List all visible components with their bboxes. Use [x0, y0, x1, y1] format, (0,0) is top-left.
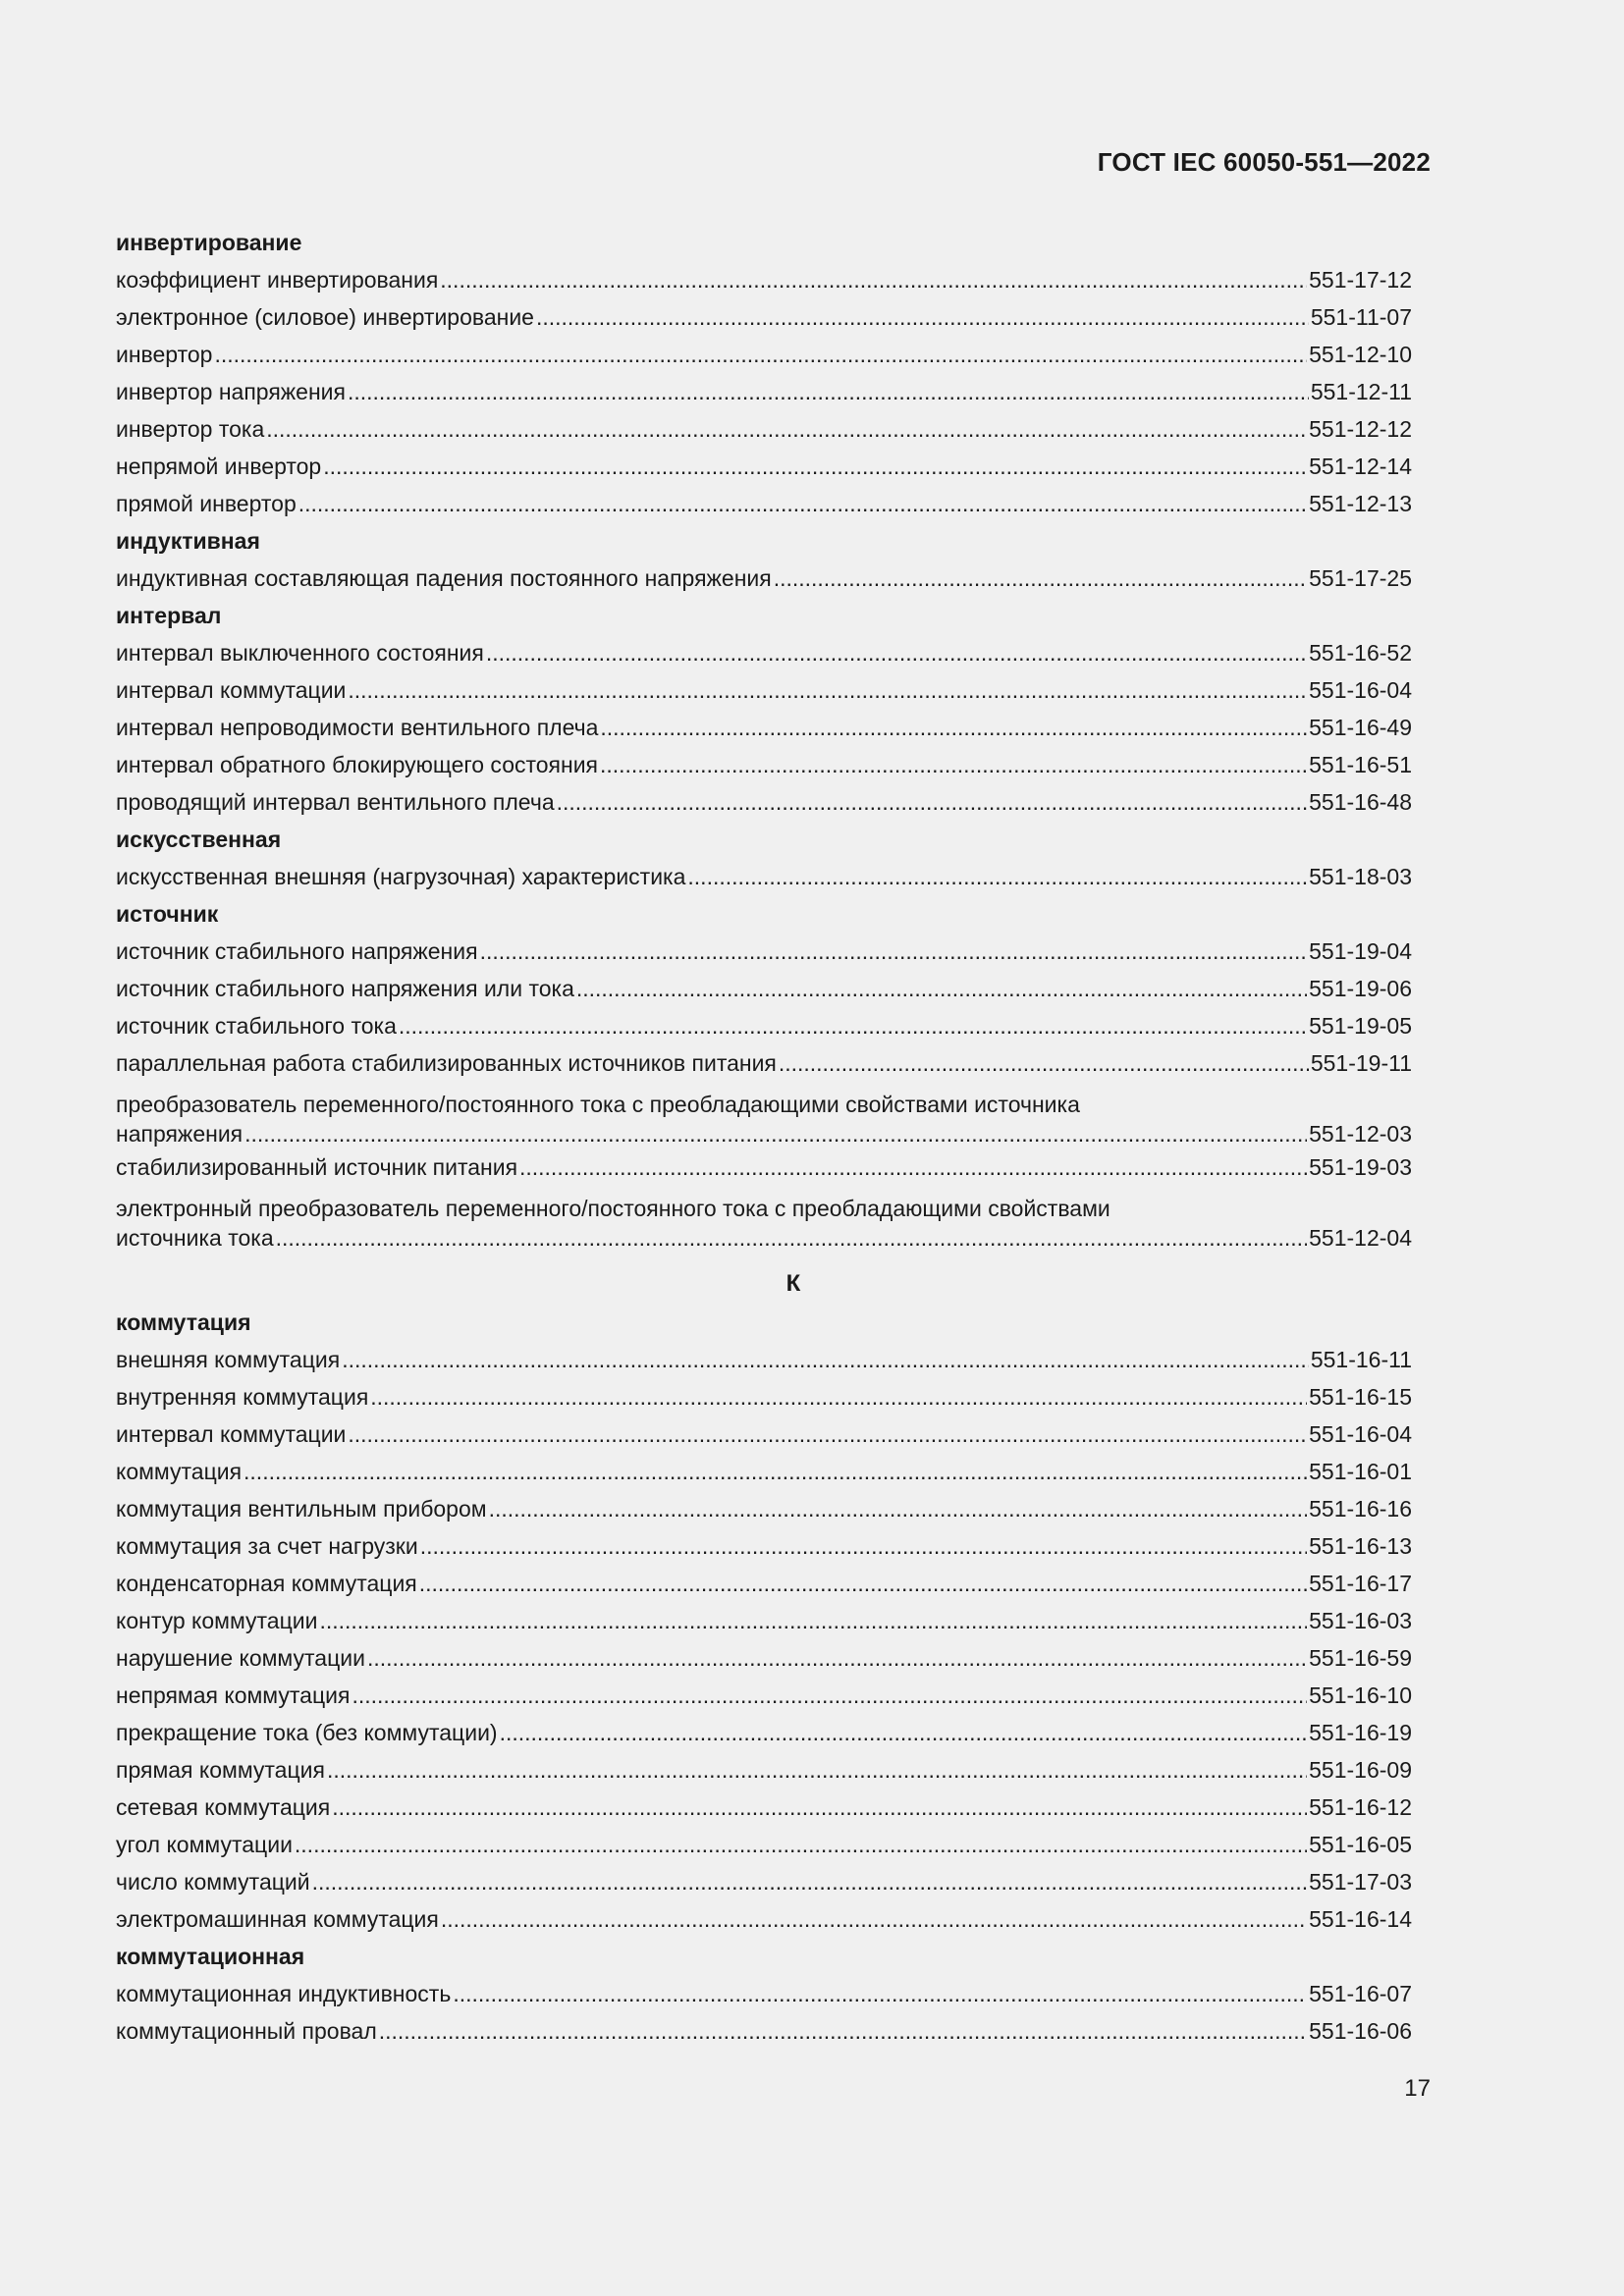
index-term: источник стабильного напряжения: [116, 938, 478, 964]
index-entry: [116, 2012, 1412, 2050]
dot-leader: [348, 1415, 1307, 1453]
dot-leader: [370, 1378, 1307, 1415]
dot-leader: [352, 1677, 1307, 1714]
index-entry: [116, 1378, 1412, 1415]
index-group-heading: инвертирование: [116, 230, 302, 255]
index-entry: [116, 1602, 1412, 1639]
index-term: прямая коммутация: [116, 1757, 325, 1783]
index-entry: [116, 933, 1412, 970]
term-code: 551-16-03: [1309, 1608, 1412, 1633]
index-term: непрямая коммутация: [116, 1682, 351, 1708]
dot-leader: [276, 1223, 1308, 1253]
term-code: 551-16-59: [1309, 1645, 1412, 1671]
dot-leader: [519, 1148, 1307, 1186]
term-code: 551-17-03: [1309, 1869, 1412, 1895]
term-code: 551-12-12: [1309, 416, 1412, 442]
term-code: 551-19-03: [1309, 1154, 1412, 1180]
dot-leader: [779, 1044, 1309, 1082]
index-term: коммутация: [116, 1459, 243, 1484]
term-code: 551-17-12: [1309, 267, 1412, 293]
index-term: источник стабильного тока: [116, 1013, 397, 1039]
index-term: коэффициент инвертирования: [116, 267, 439, 293]
term-code: 551-16-13: [1309, 1533, 1412, 1559]
index-term: коммутационный провал: [116, 2018, 377, 2044]
dot-leader: [295, 1826, 1307, 1863]
index-entry: [116, 634, 1412, 671]
index-entry: [116, 1565, 1412, 1602]
index-entry: [116, 783, 1412, 821]
index-term: стабилизированный источник питания: [116, 1154, 518, 1180]
index-entry: [116, 709, 1412, 746]
index-term: проводящий интервал вентильного плеча: [116, 789, 555, 815]
dot-leader: [298, 485, 1307, 522]
index-entry: [116, 1007, 1412, 1044]
index-term-line: преобразователь переменного/постоянного тока с преобладающими свойствами источника: [116, 1092, 1080, 1117]
term-code: 551-16-12: [1309, 1794, 1412, 1820]
term-code: 551-16-49: [1309, 715, 1412, 740]
term-code: 551-12-11: [1310, 379, 1412, 404]
dot-leader: [312, 1863, 1308, 1900]
index-term: напряжения: [116, 1121, 244, 1147]
index-entry: [116, 1826, 1412, 1863]
dot-leader: [244, 1119, 1307, 1148]
index-entry: [116, 1341, 1412, 1378]
index-term: угол коммутации: [116, 1832, 293, 1857]
index-entry: [116, 336, 1412, 373]
dot-leader: [214, 336, 1307, 373]
index-group-heading: коммутационная: [116, 1944, 305, 1969]
index-term: внешняя коммутация: [116, 1347, 341, 1372]
index-term-line: электронный преобразователь переменного/постоянного тока с преобладающими свойствами: [116, 1196, 1110, 1221]
index-entry: [116, 1639, 1412, 1677]
dot-leader: [500, 1714, 1308, 1751]
dot-leader: [379, 2012, 1307, 2050]
index-entry: [116, 1900, 1412, 1938]
dot-leader: [600, 746, 1307, 783]
term-code: 551-19-11: [1310, 1050, 1412, 1076]
index-term: конденсаторная коммутация: [116, 1571, 417, 1596]
index-entry: [116, 1863, 1412, 1900]
index-term: коммутационная индуктивность: [116, 1981, 452, 2006]
term-code: 551-16-04: [1309, 677, 1412, 703]
index-group-heading: интервал: [116, 603, 222, 628]
index-term: контур коммутации: [116, 1608, 318, 1633]
term-code: 551-12-14: [1309, 454, 1412, 479]
index-term: источника тока: [116, 1225, 274, 1251]
index-term: инвертор: [116, 342, 213, 367]
term-code: 551-16-11: [1310, 1347, 1412, 1372]
index-entry: [116, 1677, 1412, 1714]
dot-leader: [367, 1639, 1307, 1677]
index-term: коммутация за счет нагрузки: [116, 1533, 418, 1559]
index-term: электромашинная коммутация: [116, 1906, 439, 1932]
dot-leader: [453, 1975, 1307, 2012]
term-code: 551-16-15: [1309, 1384, 1412, 1410]
dot-leader: [557, 783, 1308, 821]
dot-leader: [342, 1341, 1309, 1378]
index-entry: [116, 1186, 1412, 1253]
index-term: непрямой инвертор: [116, 454, 322, 479]
term-code: 551-17-25: [1309, 565, 1412, 591]
alphabet-letter-heading: К: [785, 1270, 801, 1297]
index-entry: [116, 671, 1412, 709]
term-code: 551-16-14: [1309, 1906, 1412, 1932]
index-term: интервал выключенного состояния: [116, 640, 484, 666]
index-entry: [116, 1148, 1412, 1186]
dot-leader: [774, 560, 1307, 597]
term-code: 551-12-13: [1309, 491, 1412, 516]
index-entry: [116, 1453, 1412, 1490]
index-term: интервал коммутации: [116, 1421, 347, 1447]
dot-leader: [489, 1490, 1308, 1527]
index-term: инвертор напряжения: [116, 379, 346, 404]
index-term: сетевая коммутация: [116, 1794, 331, 1820]
dot-leader: [420, 1527, 1307, 1565]
term-code: 551-16-07: [1309, 1981, 1412, 2006]
index-term: параллельная работа стабилизированных источников питания: [116, 1050, 777, 1076]
term-code: 551-16-16: [1309, 1496, 1412, 1522]
term-code: 551-16-04: [1309, 1421, 1412, 1447]
index-entry: [116, 970, 1412, 1007]
index-entry: [116, 1975, 1412, 2012]
term-code: 551-16-48: [1309, 789, 1412, 815]
index-entry: [116, 1714, 1412, 1751]
term-code: 551-19-06: [1309, 976, 1412, 1001]
index-term: индуктивная составляющая падения постоянного напряжения: [116, 565, 772, 591]
index-term: нарушение коммутации: [116, 1645, 365, 1671]
index-term: коммутация вентильным прибором: [116, 1496, 487, 1522]
index-term: число коммутаций: [116, 1869, 310, 1895]
index-entry: [116, 560, 1412, 597]
index-group-heading: искусственная: [116, 827, 282, 852]
term-code: 551-16-10: [1309, 1682, 1412, 1708]
index-term: прямой инвертор: [116, 491, 297, 516]
dot-leader: [536, 298, 1309, 336]
dot-leader: [348, 373, 1309, 410]
index-term: искусственная внешняя (нагрузочная) характеристика: [116, 864, 686, 889]
index-term: источник стабильного напряжения или тока: [116, 976, 574, 1001]
index-entry: [116, 858, 1412, 895]
dot-leader: [399, 1007, 1307, 1044]
index-entry: [116, 410, 1412, 448]
index-group-heading: коммутация: [116, 1309, 251, 1335]
dot-leader: [244, 1453, 1307, 1490]
document-header: ГОСТ IEC 60050-551—2022: [1097, 147, 1431, 177]
term-code: 551-16-17: [1309, 1571, 1412, 1596]
index-term: интервал непроводимости вентильного плеча: [116, 715, 599, 740]
dot-leader: [327, 1751, 1307, 1789]
index-entry: [116, 1490, 1412, 1527]
index-entry: [116, 1527, 1412, 1565]
dot-leader: [266, 410, 1307, 448]
term-code: 551-16-19: [1309, 1720, 1412, 1745]
term-code: 551-16-51: [1309, 752, 1412, 777]
dot-leader: [576, 970, 1307, 1007]
index-entry: [116, 1082, 1412, 1148]
dot-leader: [440, 261, 1307, 298]
index-term: интервал коммутации: [116, 677, 347, 703]
term-code: 551-18-03: [1309, 864, 1412, 889]
term-code: 551-12-10: [1309, 342, 1412, 367]
index-entry: [116, 1751, 1412, 1789]
term-code: 551-19-04: [1309, 938, 1412, 964]
term-code: 551-19-05: [1309, 1013, 1412, 1039]
term-code: 551-16-06: [1309, 2018, 1412, 2044]
term-code: 551-12-03: [1309, 1121, 1412, 1147]
dot-leader: [348, 671, 1307, 709]
dot-leader: [600, 709, 1307, 746]
index-group-heading: источник: [116, 901, 219, 927]
page-number: 17: [1404, 2075, 1431, 2102]
index-term: электронное (силовое) инвертирование: [116, 304, 534, 330]
index-entry: [116, 373, 1412, 410]
index-entry: [116, 298, 1412, 336]
dot-leader: [319, 1602, 1307, 1639]
term-code: 551-16-01: [1309, 1459, 1412, 1484]
index-term: прекращение тока (без коммутации): [116, 1720, 498, 1745]
index-entry: [116, 746, 1412, 783]
term-code: 551-16-52: [1309, 640, 1412, 666]
dot-leader: [441, 1900, 1307, 1938]
index-term: внутренняя коммутация: [116, 1384, 369, 1410]
index-entry: [116, 1044, 1412, 1082]
index-entry: [116, 1415, 1412, 1453]
dot-leader: [323, 448, 1307, 485]
dot-leader: [480, 933, 1308, 970]
index-entry: [116, 261, 1412, 298]
index-entry: [116, 1789, 1412, 1826]
index-term: интервал обратного блокирующего состояния: [116, 752, 599, 777]
term-index: [116, 224, 1412, 2050]
term-code: 551-16-05: [1309, 1832, 1412, 1857]
index-entry: [116, 485, 1412, 522]
term-code: 551-12-04: [1309, 1225, 1412, 1251]
index-term: инвертор тока: [116, 416, 265, 442]
term-code: 551-16-09: [1309, 1757, 1412, 1783]
index-entry: [116, 448, 1412, 485]
index-group-heading: индуктивная: [116, 528, 260, 554]
dot-leader: [486, 634, 1307, 671]
dot-leader: [687, 858, 1307, 895]
term-code: 551-11-07: [1310, 304, 1412, 330]
dot-leader: [419, 1565, 1307, 1602]
dot-leader: [332, 1789, 1307, 1826]
